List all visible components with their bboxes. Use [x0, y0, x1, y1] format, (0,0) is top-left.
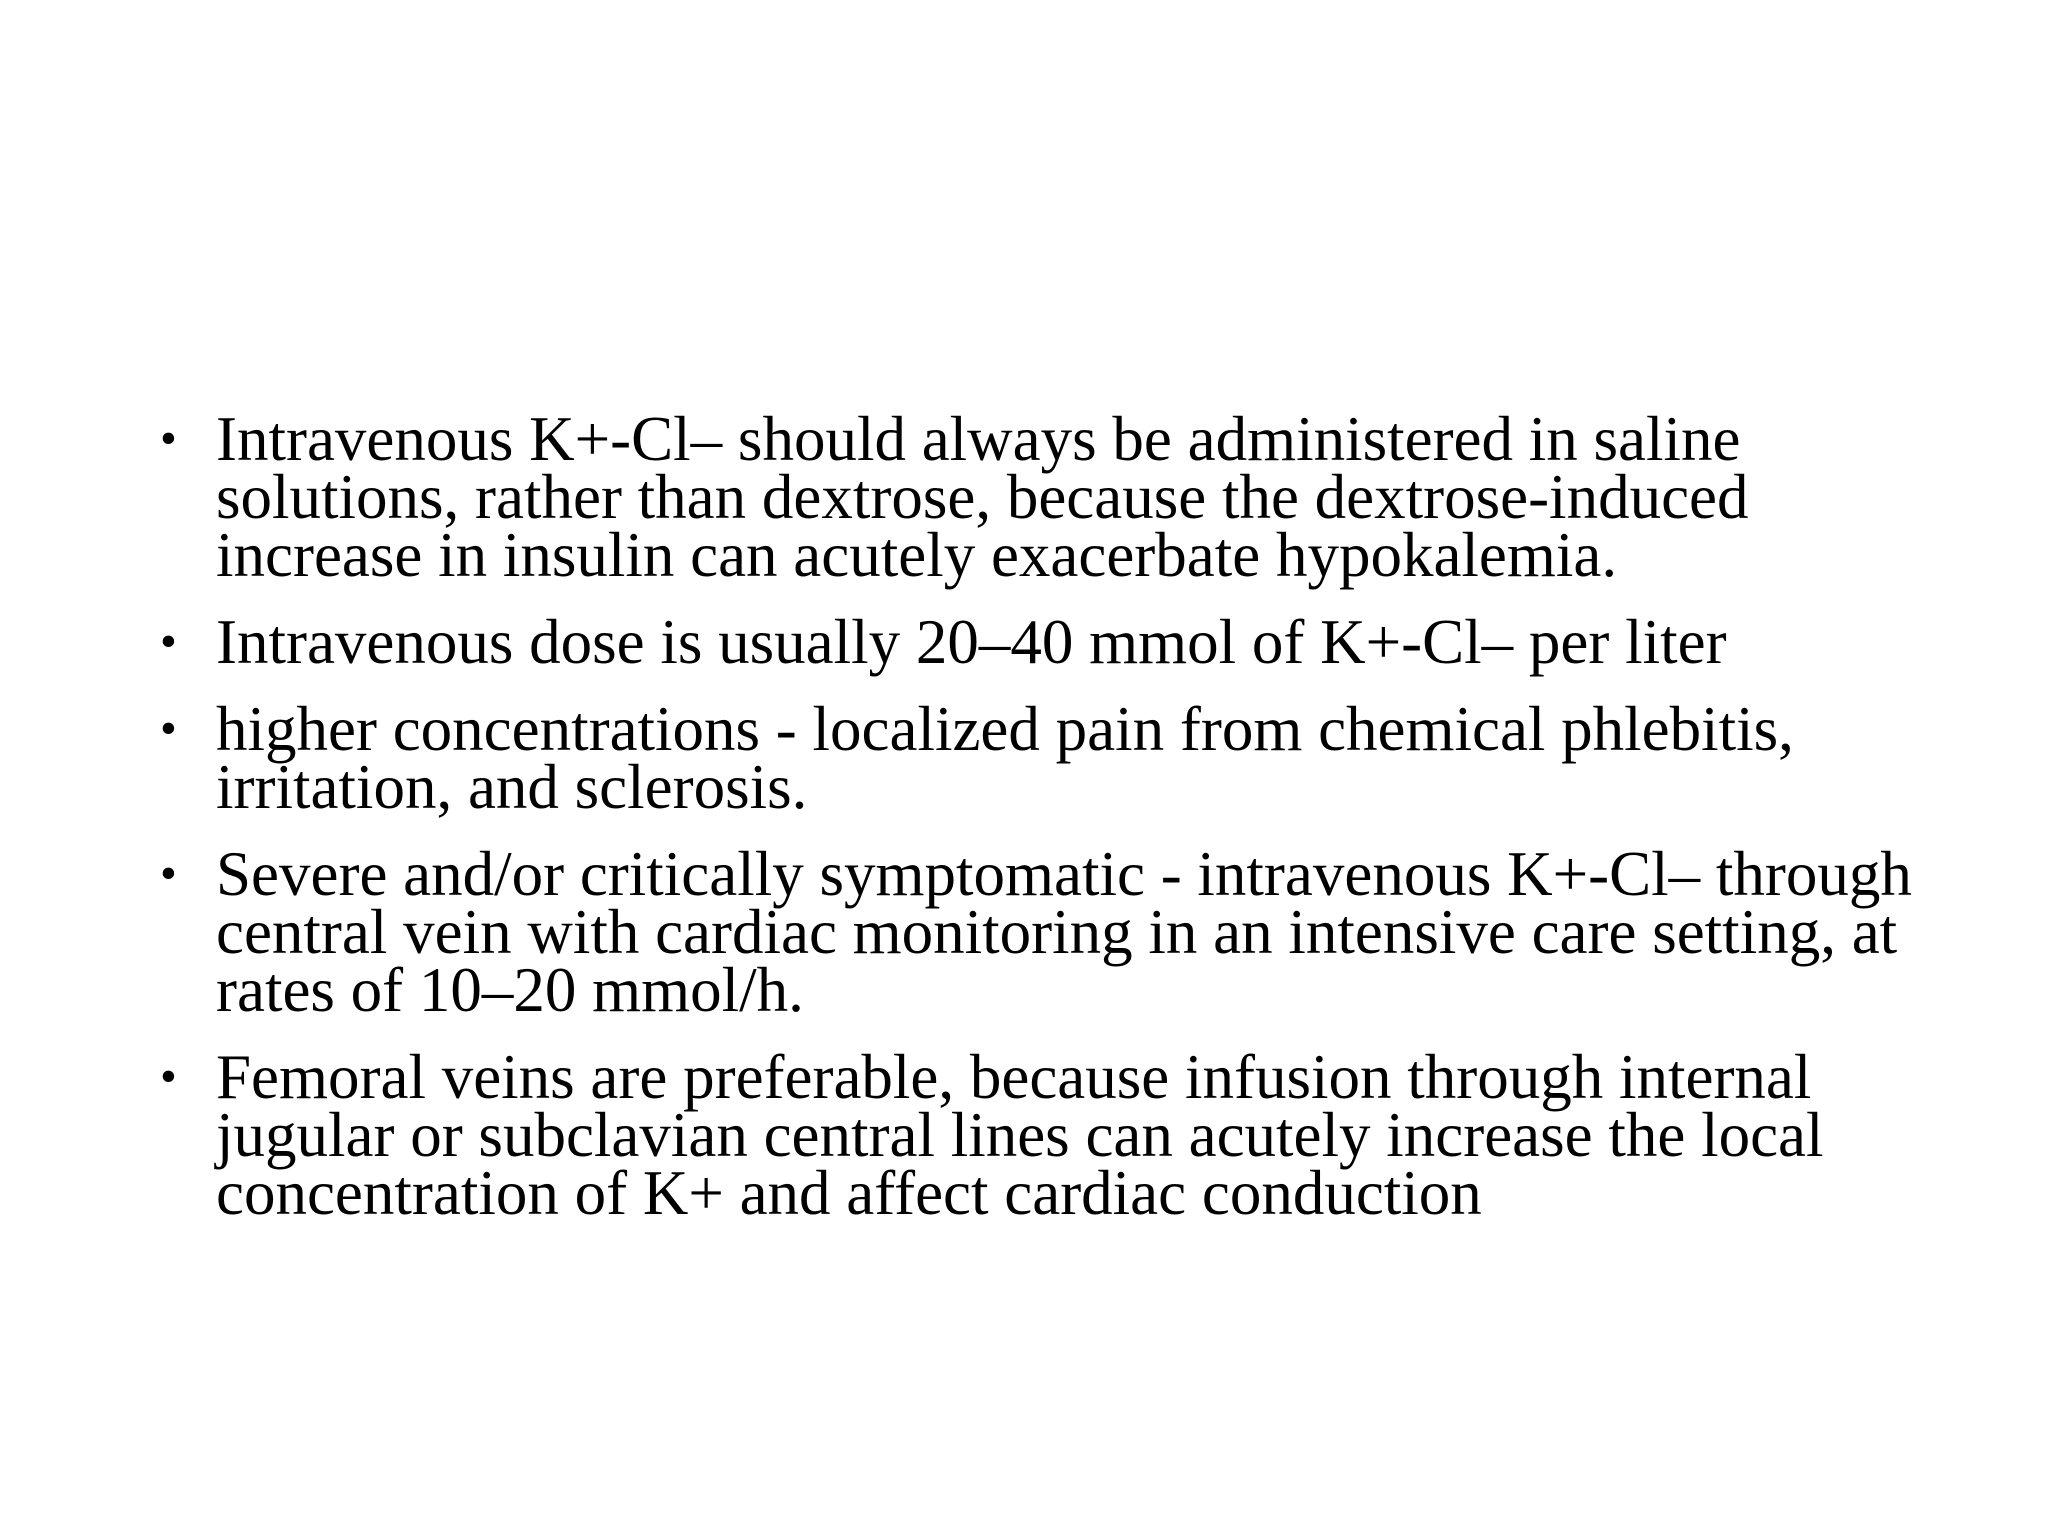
- bullet-marker: •: [160, 615, 177, 668]
- bullet-marker: •: [160, 1050, 177, 1103]
- bullet-item: [160, 694, 1920, 822]
- bullet-item: [160, 607, 1920, 677]
- bullet-text: Intravenous dose is usually 20–40 mmol of K+-Cl– per liter: [216, 607, 1727, 677]
- bullet-text: Severe and/or critically symptomatic - intravenous K+-Cl– through central vein with cardiac monitoring in an intensive care setting, at rates of 10–20 mmol/h.: [216, 839, 1912, 1025]
- bullet-item: [160, 404, 1920, 590]
- bullet-item: [160, 1042, 1920, 1228]
- bullet-item: [160, 839, 1920, 1025]
- bullet-text: Intravenous K+-Cl– should always be administered in saline solutions, rather than dextrose, because the dextrose-induced increase in insulin can acutely exacerbate hypokalemia.: [216, 404, 1749, 590]
- bullet-marker: •: [160, 702, 177, 755]
- bullet-marker: •: [160, 412, 177, 465]
- bullet-text: Femoral veins are preferable, because infusion through internal jugular or subclavian central lines can acutely increase the local concentration of K+ and affect cardiac conduction: [216, 1042, 1824, 1228]
- bullet-marker: •: [160, 847, 177, 900]
- bullet-text: higher concentrations - localized pain from chemical phlebitis, irritation, and sclerosis.: [216, 694, 1794, 822]
- bullet-list: [160, 404, 1920, 1251]
